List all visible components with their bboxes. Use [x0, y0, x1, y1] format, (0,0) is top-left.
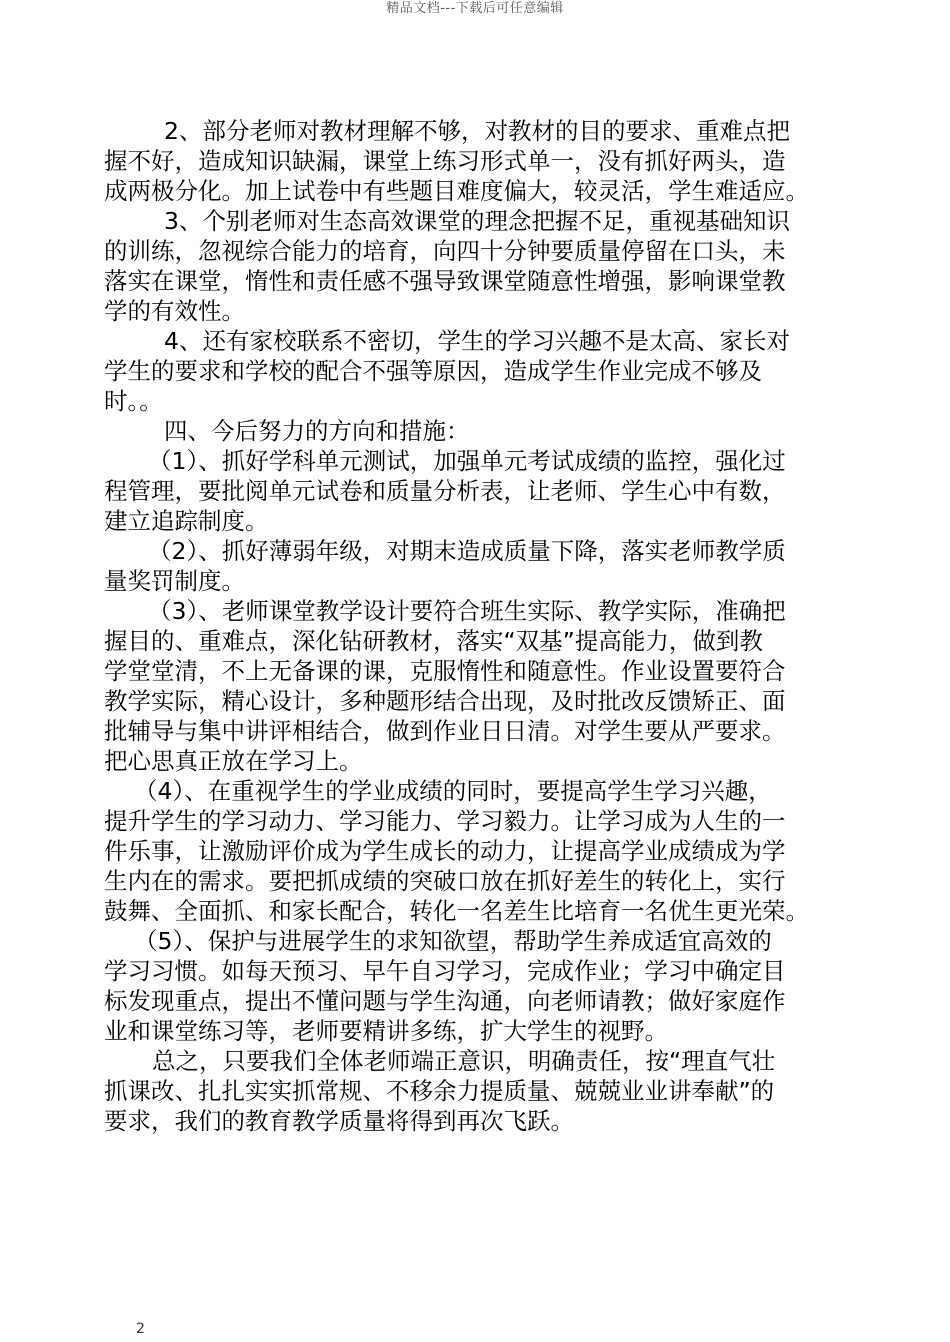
text-line: （4）、在重视学生的学业成绩的同时，要提高学生学习兴趣，	[134, 777, 772, 805]
text-line: 4、还有家校联系不密切，学生的学习兴趣不是太高、家长对	[164, 327, 790, 355]
text-line: （5）、保护与进展学生的求知欲望，帮助学生养成适宜高效的	[134, 927, 772, 955]
text-line: 批辅导与集中讲评相结合，做到作业日日清。对学生要从严要求。	[104, 717, 786, 745]
text-line: 抓课改、扎扎实实抓常规、不移余力提质量、兢兢业业讲奉献”的	[104, 1077, 775, 1105]
text-line: 握不好，造成知识缺漏，课堂上练习形式单一，没有抓好两头，造	[104, 147, 786, 175]
text-line: 生内在的需求。要把抓成绩的突破口放在抓好差生的转化上，实行	[104, 867, 786, 895]
text-line: 学堂堂清，不上无备课的课，克服惰性和随意性。作业设置要符合	[104, 657, 786, 685]
text-line: （1）、抓好学科单元测试，加强单元考试成绩的监控，强化过	[148, 447, 786, 475]
text-line: 学的有效性。	[104, 297, 245, 325]
text-line: 程管理，要批阅单元试卷和质量分析表，让老师、学生心中有数，	[104, 477, 786, 505]
text-line: 要求，我们的教育教学质量将得到再次飞跃。	[104, 1107, 574, 1135]
document-body	[104, 116, 854, 1136]
text-line: 学生的要求和学校的配合不强等原因，造成学生作业完成不够及	[104, 357, 762, 385]
text-line: 握目的、重难点，深化钻研教材，落实“双基”提高能力，做到教	[104, 627, 763, 655]
text-line: 2、部分老师对教材理解不够，对教材的目的要求、重难点把	[164, 117, 790, 145]
text-line: 总之，只要我们全体老师端正意识，明确责任，按“理直气壮	[152, 1047, 776, 1075]
page-number: 2	[136, 1321, 145, 1337]
text-line: 量奖罚制度。	[104, 567, 245, 595]
text-line: 标发现重点，提出不懂问题与学生沟通，向老师请教；做好家庭作	[104, 987, 786, 1015]
text-line: 把心思真正放在学习上。	[104, 747, 363, 775]
text-line: 时。。	[104, 387, 163, 415]
text-line: （3）、老师课堂教学设计要符合班生实际、教学实际，准确把	[148, 597, 786, 625]
text-line: 件乐事，让激励评价成为学生成长的动力，让提高学业成绩成为学	[104, 837, 786, 865]
text-line: 业和课堂练习等，老师要精讲多练，扩大学生的视野。	[104, 1017, 668, 1045]
text-line: 的训练，忽视综合能力的培育，向四十分钟要质量停留在口头，未	[104, 237, 786, 265]
text-line: 成两极分化。加上试卷中有些题目难度偏大，较灵活，学生难适应。	[104, 177, 809, 205]
text-line: （2）、抓好薄弱年级，对期末造成质量下降，落实老师教学质	[148, 537, 786, 565]
text-line: 教学实际，精心设计，多种题形结合出现，及时批改反馈矫正、面	[104, 687, 786, 715]
text-line: 建立追踪制度。	[104, 507, 269, 535]
text-line: 四、今后努力的方向和措施：	[164, 417, 470, 445]
text-line: 学习习惯。如每天预习、早午自习学习，完成作业；学习中确定目	[104, 957, 786, 985]
page-header: 精品文档---下载后可任意编辑	[386, 1, 564, 16]
text-line: 提升学生的学习动力、学习能力、学习毅力。让学习成为人生的一	[104, 807, 786, 835]
text-line: 3、个别老师对生态高效课堂的理念把握不足，重视基础知识	[164, 207, 790, 235]
text-line: 鼓舞、全面抓、和家长配合，转化一名差生比培育一名优生更光荣。	[104, 897, 809, 925]
text-line: 落实在课堂，惰性和责任感不强导致课堂随意性增强，影响课堂教	[104, 267, 786, 295]
